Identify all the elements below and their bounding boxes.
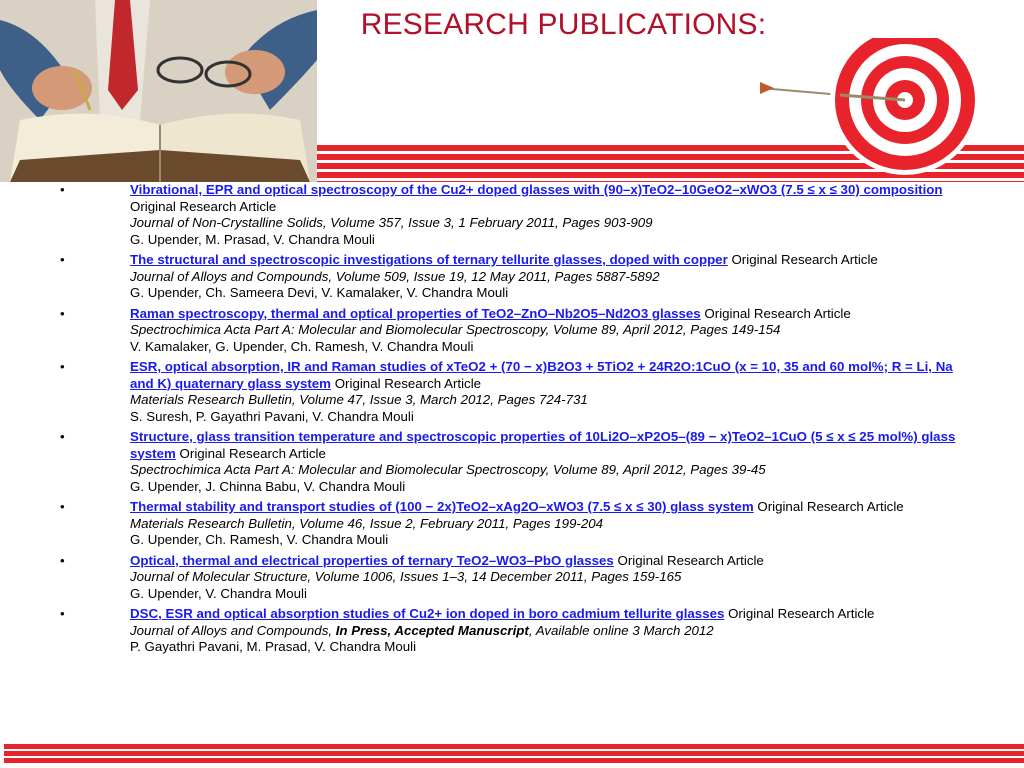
- article-type: Original Research Article: [179, 445, 326, 461]
- journal-details: , Available online 3 March 2012: [528, 622, 714, 638]
- journal-details: , Volume 89, April 2012, Pages 39-45: [545, 462, 766, 477]
- publication-title-link[interactable]: The structural and spectroscopic investigations of ternary tellurite glasses, doped with copper: [130, 252, 728, 267]
- in-press-label: In Press, Accepted Manuscript: [335, 622, 529, 638]
- publication-list: [60, 182, 980, 660]
- journal-name: Materials Research Bulletin: [130, 515, 292, 531]
- publication-title-link[interactable]: Optical, thermal and electrical properties of ternary TeO2–WO3–PbO glasses: [130, 552, 614, 568]
- authors: G. Upender, V. Chandra Mouli: [130, 585, 307, 601]
- bullet-icon: •: [60, 606, 65, 621]
- authors: G. Upender, M. Prasad, V. Chandra Mouli: [130, 231, 375, 247]
- bullet-icon: •: [60, 429, 65, 444]
- list-item: [60, 606, 980, 656]
- journal-name: Journal of Alloys and Compounds: [130, 268, 329, 284]
- list-item: [60, 359, 980, 425]
- list-item: [60, 499, 980, 549]
- authors: G. Upender, Ch. Ramesh, V. Chandra Mouli: [130, 532, 389, 547]
- bullet-icon: •: [60, 252, 65, 267]
- journal-name: Journal of Molecular Structure: [130, 569, 308, 584]
- journal-separator: ,: [328, 622, 336, 638]
- journal-name: Spectrochimica Acta Part A: Molecular and Biomolecular Spectroscopy: [130, 462, 546, 477]
- journal-details: , Volume 1006, Issues 1–3, 14 December 2011, Pages 159-165: [307, 569, 682, 584]
- publication-title-link[interactable]: Thermal stability and transport studies of (100 − 2x)TeO2–xAg2O–xWO3 (7.5 ≤ x ≤ 30) glass system: [130, 499, 754, 514]
- article-type: Original Research Article: [334, 375, 482, 391]
- article-type: Original Research Article: [757, 499, 904, 514]
- article-type: Original Research Article: [130, 198, 277, 214]
- journal-details: , Volume 46, Issue 2, February 2011, Pages 199-204: [291, 515, 604, 531]
- list-item: [60, 182, 980, 248]
- list-item: [60, 252, 980, 302]
- journal-details: , Volume 47, Issue 3, March 2012, Pages 724-731: [291, 392, 588, 407]
- list-item: [60, 429, 980, 495]
- article-type: Original Research Article: [617, 552, 764, 568]
- journal-name: Materials Research Bulletin: [130, 392, 292, 407]
- publication-title-link[interactable]: DSC, ESR and optical absorption studies of Cu2+ ion doped in boro cadmium tellurite glasses: [130, 606, 725, 621]
- journal-details: , Volume 509, Issue 19, 12 May 2011, Pages 5887-5892: [328, 268, 660, 284]
- publication-title-link[interactable]: Structure, glass transition temperature and spectroscopic properties of 10Li2O–xP2O5–(89 − x)TeO2–1CuO (5 ≤ x ≤ 25 mol%) glass system: [130, 429, 956, 461]
- footer-stripes: [4, 744, 1024, 764]
- journal-name: Spectrochimica Acta Part A: Molecular and Biomolecular Spectroscopy: [130, 322, 546, 337]
- article-type: Original Research Article: [704, 305, 851, 321]
- journal-details: , Volume 89, April 2012, Pages 149-154: [545, 322, 781, 337]
- bullet-icon: •: [60, 552, 65, 568]
- journal-details: , Volume 357, Issue 3, 1 February 2011, Pages 903-909: [322, 215, 653, 230]
- authors: G. Upender, Ch. Sameera Devi, V. Kamalaker, V. Chandra Mouli: [130, 285, 509, 300]
- publication-title-link[interactable]: Raman spectroscopy, thermal and optical properties of TeO2–ZnO–Nb2O5–Nd2O3 glasses: [130, 305, 701, 321]
- authors: V. Kamalaker, G. Upender, Ch. Ramesh, V. Chandra Mouli: [130, 338, 474, 354]
- article-type: Original Research Article: [728, 606, 875, 621]
- list-item: [60, 306, 980, 356]
- bullet-icon: •: [60, 182, 65, 197]
- bullet-icon: •: [60, 359, 65, 374]
- page-title: RESEARCH PUBLICATIONS:: [360, 8, 767, 41]
- authors: G. Upender, J. Chinna Babu, V. Chandra Mouli: [130, 478, 406, 494]
- hands-book-photo: [0, 0, 317, 182]
- target-icon: [760, 38, 990, 188]
- authors: P. Gayathri Pavani, M. Prasad, V. Chandra Mouli: [130, 639, 417, 654]
- bullet-icon: •: [60, 305, 65, 321]
- publication-title-link[interactable]: ESR, optical absorption, IR and Raman studies of xTeO2 + (70 − x)B2O3 + 5TiO2 + 24R2O:1CuO (x = 10, 35 and 60 mol%; R = Li, Na and K) quaternary glass system: [130, 359, 953, 391]
- article-type: Original Research Article: [731, 252, 878, 267]
- journal-name: Journal of Alloys and Compounds: [130, 622, 329, 638]
- publication-title-link[interactable]: Vibrational, EPR and optical spectroscopy of the Cu2+ doped glasses with (90–x)TeO2–10GeO2–xWO3 (7.5 ≤ x ≤ 30) composition: [130, 182, 943, 197]
- bullet-icon: •: [60, 499, 65, 514]
- list-item: [60, 553, 980, 603]
- authors: S. Suresh, P. Gayathri Pavani, V. Chandra Mouli: [130, 408, 414, 424]
- journal-name: Journal of Non-Crystalline Solids: [130, 215, 323, 230]
